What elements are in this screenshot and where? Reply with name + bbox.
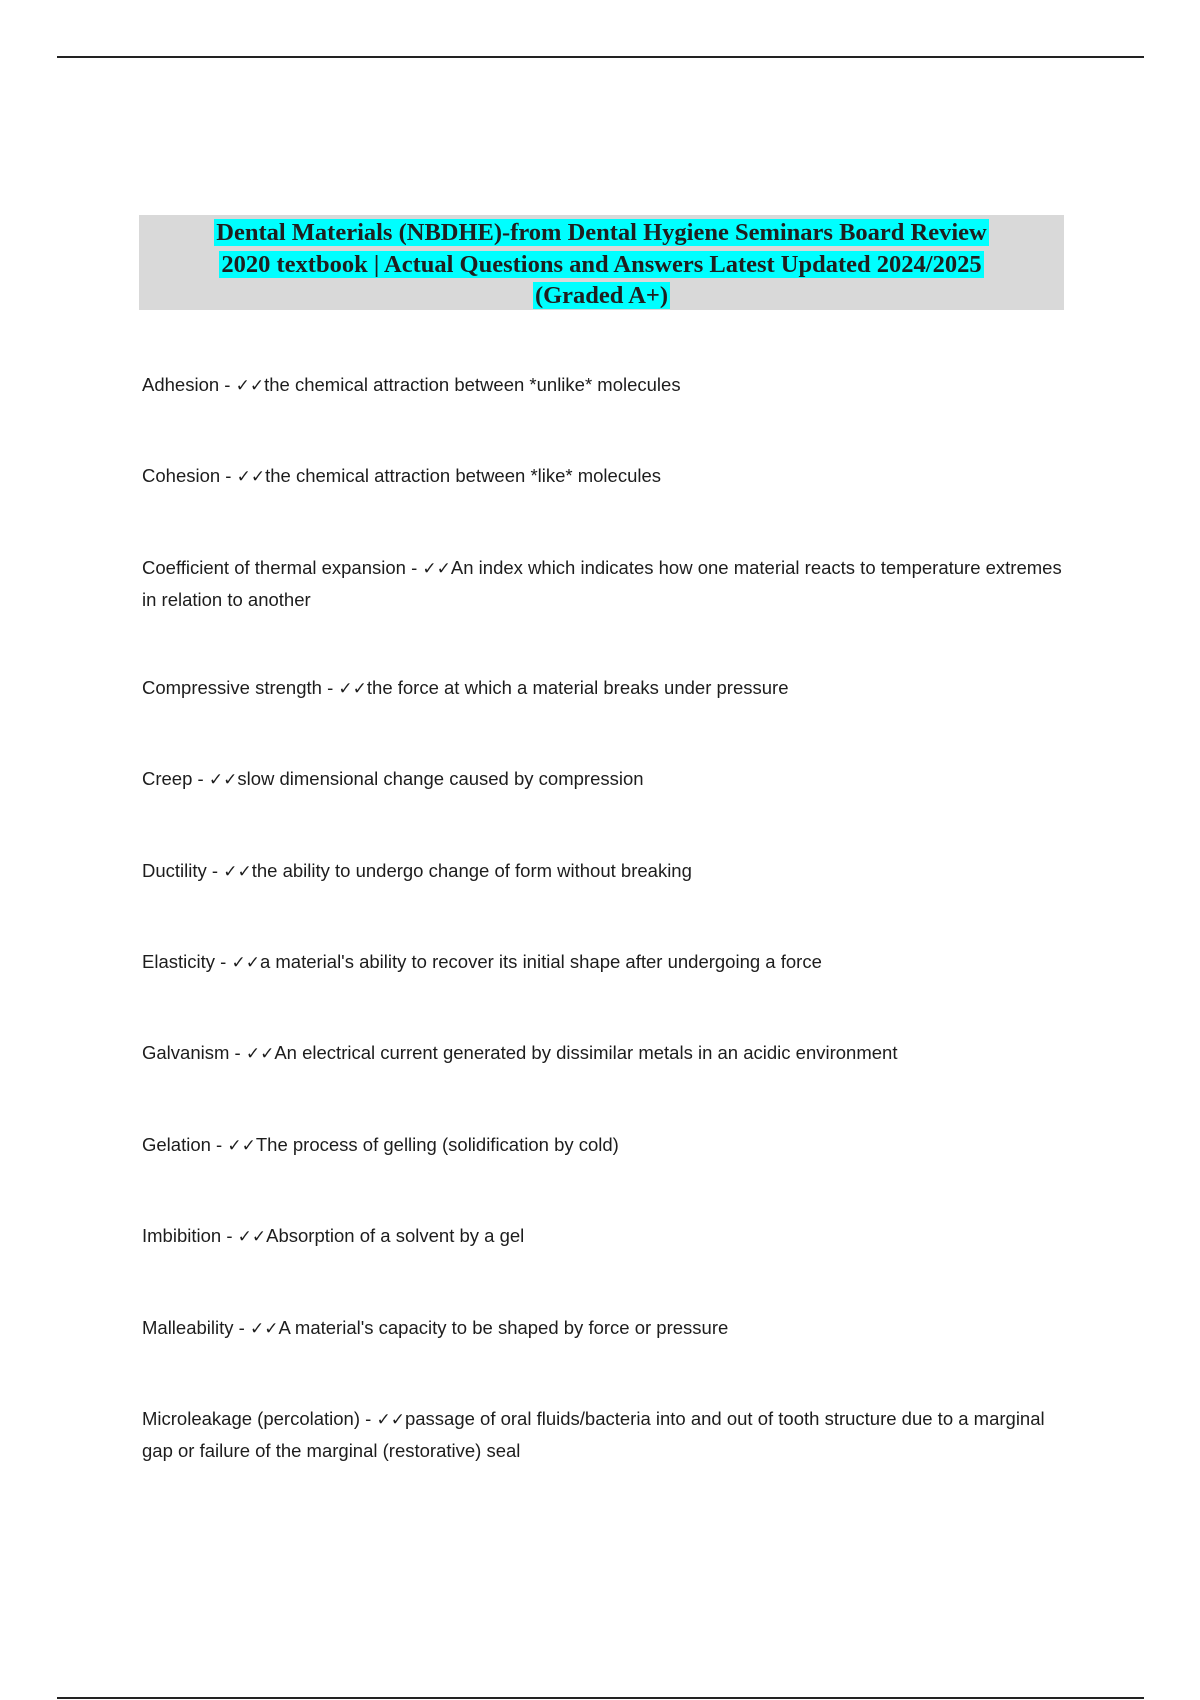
- definition-entry: [142, 764, 1062, 796]
- entry-separator: -: [215, 951, 232, 972]
- entry-separator: -: [221, 1225, 238, 1246]
- entry-definition: passage of oral fluids/bacteria into and out of tooth structure due to a marginal gap or failure of the marginal (restorative) seal: [142, 1408, 1045, 1461]
- title-line-2: [139, 249, 1064, 281]
- entry-definition: A material's capacity to be shaped by force or pressure: [278, 1317, 729, 1338]
- entry-definition: An index which indicates how one material reacts to temperature extremes in relation to another: [142, 557, 1062, 610]
- entry-term: Microleakage (percolation): [142, 1408, 360, 1429]
- entry-separator: -: [405, 557, 423, 578]
- entry-separator: -: [219, 374, 236, 395]
- check-marks-icon: ✓✓: [376, 1410, 405, 1430]
- document-title-box: [139, 215, 1064, 310]
- entry-term: Cohesion: [142, 465, 221, 486]
- entry-definition: An electrical current generated by dissimilar metals in an acidic environment: [274, 1042, 898, 1063]
- definition-entry: [142, 1404, 1062, 1465]
- definition-entry: [142, 370, 1062, 402]
- entry-separator: -: [321, 677, 339, 698]
- title-line-3-text: (Graded A+): [534, 282, 669, 309]
- entry-term: Galvanism: [142, 1042, 230, 1063]
- definition-entry: [142, 461, 1062, 493]
- entry-term: Creep: [142, 768, 193, 789]
- entry-separator: -: [210, 1134, 228, 1155]
- entry-definition: the force at which a material breaks under pressure: [366, 677, 789, 698]
- entry-term: Malleability: [142, 1317, 234, 1338]
- definition-entry: [142, 673, 1062, 705]
- check-marks-icon: ✓✓: [223, 862, 252, 882]
- entry-separator: -: [220, 465, 237, 486]
- entry-term: Elasticity: [142, 951, 215, 972]
- definition-entry: [142, 1221, 1062, 1253]
- entry-separator: -: [206, 860, 224, 881]
- check-marks-icon: ✓✓: [208, 770, 238, 790]
- entry-definition: the chemical attraction between *unlike* molecules: [264, 374, 681, 395]
- check-marks-icon: ✓✓: [231, 953, 260, 973]
- title-line-1-text: Dental Materials (NBDHE)-from Dental Hygiene Seminars Board Review: [216, 219, 987, 246]
- entry-definition: a material's ability to recover its initial shape after undergoing a force: [259, 951, 822, 972]
- entry-term: Compressive strength: [142, 677, 322, 698]
- title-line-1: [139, 217, 1064, 249]
- entry-definition: the ability to undergo change of form without breaking: [251, 860, 692, 881]
- definition-entry: [142, 1313, 1062, 1345]
- entry-separator: -: [229, 1042, 246, 1063]
- entry-definition: slow dimensional change caused by compression: [237, 768, 644, 789]
- definition-entry: [142, 1038, 1062, 1070]
- check-marks-icon: ✓✓: [422, 559, 451, 579]
- entry-term: Imbibition: [142, 1225, 222, 1246]
- definition-entry: [142, 856, 1062, 888]
- entry-definition: Absorption of a solvent by a gel: [266, 1225, 525, 1246]
- bottom-rule: [57, 1697, 1144, 1699]
- check-marks-icon: ✓✓: [237, 1227, 267, 1247]
- definition-entry: [142, 1130, 1062, 1162]
- entry-separator: -: [192, 768, 209, 789]
- check-marks-icon: ✓✓: [227, 1136, 256, 1156]
- check-marks-icon: ✓✓: [338, 679, 367, 699]
- check-marks-icon: ✓✓: [236, 467, 266, 487]
- title-line-3: [139, 280, 1064, 312]
- entry-separator: -: [360, 1408, 377, 1429]
- entry-term: Coefficient of thermal expansion: [142, 557, 406, 578]
- entry-term: Gelation: [142, 1134, 211, 1155]
- definition-entry: [142, 553, 1062, 614]
- entry-term: Adhesion: [142, 374, 220, 395]
- entry-definition: the chemical attraction between *like* molecules: [265, 465, 662, 486]
- check-marks-icon: ✓✓: [249, 1319, 279, 1339]
- entry-separator: -: [233, 1317, 250, 1338]
- entry-definition: The process of gelling (solidification by cold): [255, 1134, 619, 1155]
- check-marks-icon: ✓✓: [235, 376, 265, 396]
- entry-term: Ductility: [142, 860, 207, 881]
- title-line-2-text: 2020 textbook | Actual Questions and Answers Latest Updated 2024/2025: [221, 250, 982, 278]
- definition-entry: [142, 947, 1062, 979]
- check-marks-icon: ✓✓: [245, 1044, 275, 1064]
- top-rule: [57, 56, 1144, 58]
